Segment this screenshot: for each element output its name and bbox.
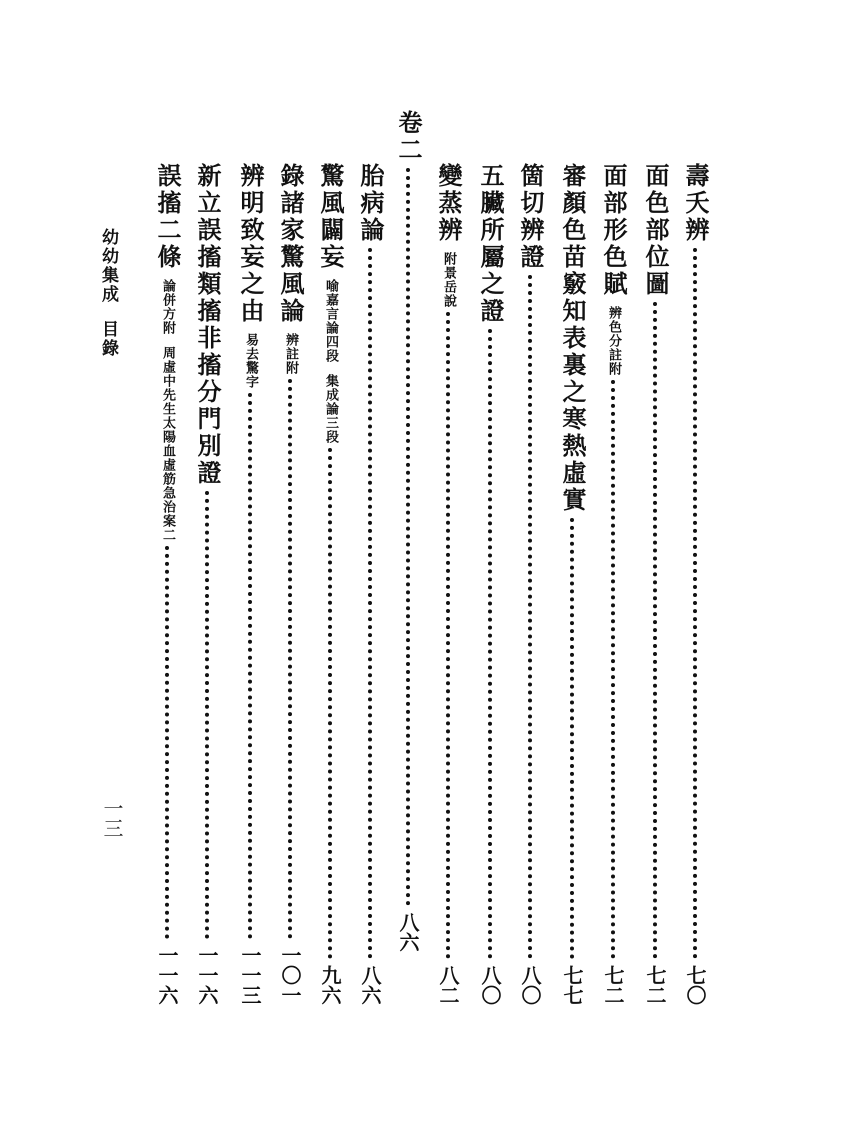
- dot-leader: [570, 518, 574, 959]
- dot-leader: [528, 275, 532, 959]
- entry-title: 面部形色賦: [599, 163, 628, 298]
- dot-leader: [611, 380, 615, 959]
- entry-page-number: 七七: [560, 965, 584, 1005]
- toc-entry[interactable]: [190, 163, 224, 1005]
- dot-leader: [693, 248, 697, 959]
- toc-entry[interactable]: [678, 163, 712, 1005]
- dot-leader: [488, 329, 492, 959]
- dot-leader: [165, 546, 169, 939]
- entry-page-number: 九六: [318, 965, 342, 1005]
- toc-entry[interactable]: [431, 163, 465, 1005]
- entry-page-number: 七二: [601, 965, 625, 1005]
- entry-page-number: 一一六: [195, 945, 219, 1005]
- entry-note: 易去驚字: [243, 333, 258, 389]
- entry-note: 論併方附 周虛中先生太陽血虛筋急治案二: [160, 279, 175, 543]
- toc-entry[interactable]: [596, 163, 630, 1005]
- entry-title: 壽夭辨: [681, 163, 710, 244]
- entry-title: 辨明致妄之由: [236, 163, 265, 325]
- entry-title: 驚風闢妄: [316, 163, 345, 271]
- entry-page-number: 八六: [358, 965, 382, 1005]
- dot-leader: [446, 312, 450, 959]
- dot-leader: [368, 248, 372, 959]
- dot-leader: [205, 491, 209, 939]
- toc-entry[interactable]: [391, 110, 425, 952]
- entry-title: 誤搐二條: [153, 163, 182, 271]
- entry-page-number: 七〇: [683, 965, 707, 1005]
- entry-title: 新立誤搐類搐非搐分門別證: [193, 163, 222, 487]
- entry-title: 胎病論: [356, 163, 385, 244]
- entry-note: 辨註附: [283, 333, 298, 375]
- dot-leader: [288, 379, 292, 939]
- entry-page-number: 一一三: [238, 945, 262, 1005]
- toc-entry[interactable]: [353, 163, 387, 1005]
- entry-page-number: 八二: [436, 965, 460, 1005]
- entry-note: 辨色分註附: [606, 306, 621, 376]
- entry-title: 審顏色苗竅知表裏之寒熱虛實: [558, 163, 587, 514]
- page-number: 一三: [100, 798, 124, 838]
- entry-title: 箇切辨證: [516, 163, 545, 271]
- entry-page-number: 八六: [396, 912, 420, 952]
- dot-leader: [248, 393, 252, 939]
- entry-page-number: 七二: [643, 965, 667, 1005]
- entry-title: 卷二: [394, 110, 423, 164]
- entry-page-number: 一一六: [155, 945, 179, 1005]
- toc-entry[interactable]: [273, 163, 307, 1005]
- entry-note: 喻嘉言論四段 集成論三段: [323, 279, 338, 445]
- entry-title: 變蒸辨: [434, 163, 463, 244]
- dot-leader: [406, 168, 410, 906]
- dot-leader: [328, 448, 332, 959]
- entry-title: 面色部位圖: [641, 163, 670, 298]
- toc-entry[interactable]: [555, 163, 589, 1005]
- toc-entry[interactable]: [473, 163, 507, 1005]
- toc-entry[interactable]: [150, 163, 184, 1005]
- entry-page-number: 八〇: [478, 965, 502, 1005]
- toc-entry[interactable]: [638, 163, 672, 1005]
- toc-entry[interactable]: [513, 163, 547, 1005]
- entry-note: 附景岳說: [441, 252, 456, 308]
- entry-title: 五臟所屬之證: [476, 163, 505, 325]
- toc-entry[interactable]: [313, 163, 347, 1005]
- entry-page-number: 一〇一: [278, 945, 302, 1005]
- toc-entry[interactable]: [233, 163, 267, 1005]
- running-header: 幼幼集成 目錄: [98, 228, 118, 358]
- dot-leader: [653, 302, 657, 959]
- entry-title: 錄諸家驚風論: [276, 163, 305, 325]
- entry-page-number: 八〇: [518, 965, 542, 1005]
